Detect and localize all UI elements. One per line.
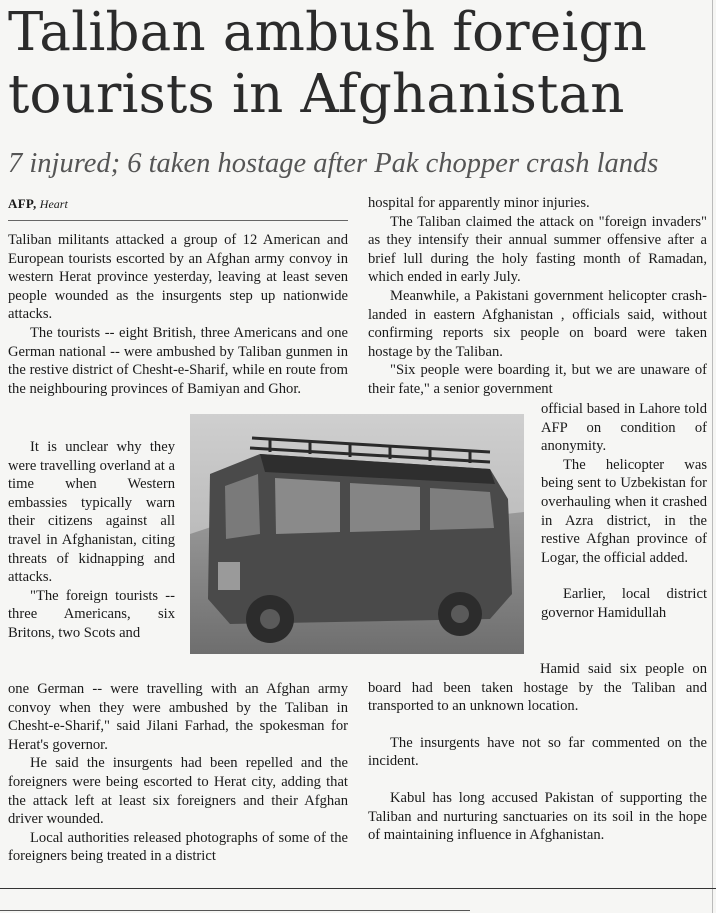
column-2-wrap — [541, 400, 707, 623]
burned-van-image — [190, 414, 524, 654]
paragraph: hospital for apparently minor injuries. — [368, 195, 590, 211]
paragraph: Meanwhile, a Pakistani government helicopter crash-landed in eastern Afghanistan , officials said, without confirming reports six people on board were taken hostage by the Taliban. — [368, 287, 707, 360]
paragraph: "The foreign tourists -- three Americans, six Britons, two Scots and — [8, 587, 175, 641]
column-2-top — [368, 194, 707, 399]
news-photo-burned-van — [190, 414, 524, 654]
paragraph: Local authorities released photographs of some of the foreigners being treated in a district — [8, 829, 348, 865]
paragraph: The insurgents have not so far commented on the incident. — [368, 734, 707, 770]
headline-line-1: Taliban ambush foreign — [8, 2, 647, 63]
byline-place: Heart — [39, 197, 68, 211]
headline — [8, 2, 712, 126]
column-1-top — [8, 231, 348, 398]
bottom-rule-secondary — [0, 910, 470, 911]
paragraph: The Taliban claimed the attack on "foreign invaders" as they intensify their annual summer offensive after a brief lull during the holy fasting month of Ramadan, which ended in early July. — [368, 213, 707, 286]
paragraph: official based in Lahore told AFP on condition of anonymity. — [541, 401, 707, 455]
page-edge-rule — [712, 0, 713, 913]
subheadline: 7 injured; 6 taken hostage after Pak chopper crash lands — [8, 148, 659, 179]
paragraph: The helicopter was being sent to Uzbekistan for overhauling when it crashed in Azra district, in the restive Afghan province of Logar, the official added. — [541, 456, 707, 566]
paragraph: one German -- were travelling with an Afghan army convoy when they were ambushed by the Taliban in Chesht-e-Sharif," said Jilani Farhad, the spokesman for Herat's governor. — [8, 681, 348, 753]
paragraph: Hamid said six people on board had been taken hostage by the Taliban and transported to an unknown location. — [368, 661, 707, 715]
column-2-bottom — [368, 660, 707, 845]
bottom-rule — [0, 888, 716, 889]
paragraph: The tourists -- eight British, three Americans and one German national -- were ambushed by Taliban gunmen in the restive district of Chesht-e-Sharif, while en route from the neighbouring provinces of Bamiyan and Ghor. — [8, 324, 348, 397]
column-1-bottom — [8, 680, 348, 866]
byline — [8, 196, 68, 212]
paragraph: He said the insurgents had been repelled and the foreigners were being escorted to Herat city, adding that the attack left at least six foreigners and their Afghan driver wounded. — [8, 755, 348, 828]
column-1-wrap — [8, 438, 175, 643]
headline-line-2: tourists in Afghanistan — [8, 64, 625, 125]
byline-agency: AFP, — [8, 196, 37, 211]
paragraph: "Six people were boarding it, but we are unaware of their fate," a senior government — [368, 362, 707, 397]
paragraph: It is unclear why they were travelling overland at a time when Western embassies typically warn their citizens against all travel in Afghanistan, citing threats of kidnapping and attacks. — [8, 439, 175, 586]
paragraph: Earlier, local district governor Hamidullah — [541, 586, 707, 621]
paragraph: Kabul has long accused Pakistan of supporting the Taliban and nurturing sanctuaries on its soil in the hope of maintaining influence in Afghanistan. — [368, 789, 707, 844]
byline-divider — [8, 220, 348, 221]
paragraph: Taliban militants attacked a group of 12 American and European tourists escorted by an Afghan army convoy in western Herat province yesterday, leaving at least seven people wounded as the insurgents step up nationwide attacks. — [8, 232, 348, 323]
